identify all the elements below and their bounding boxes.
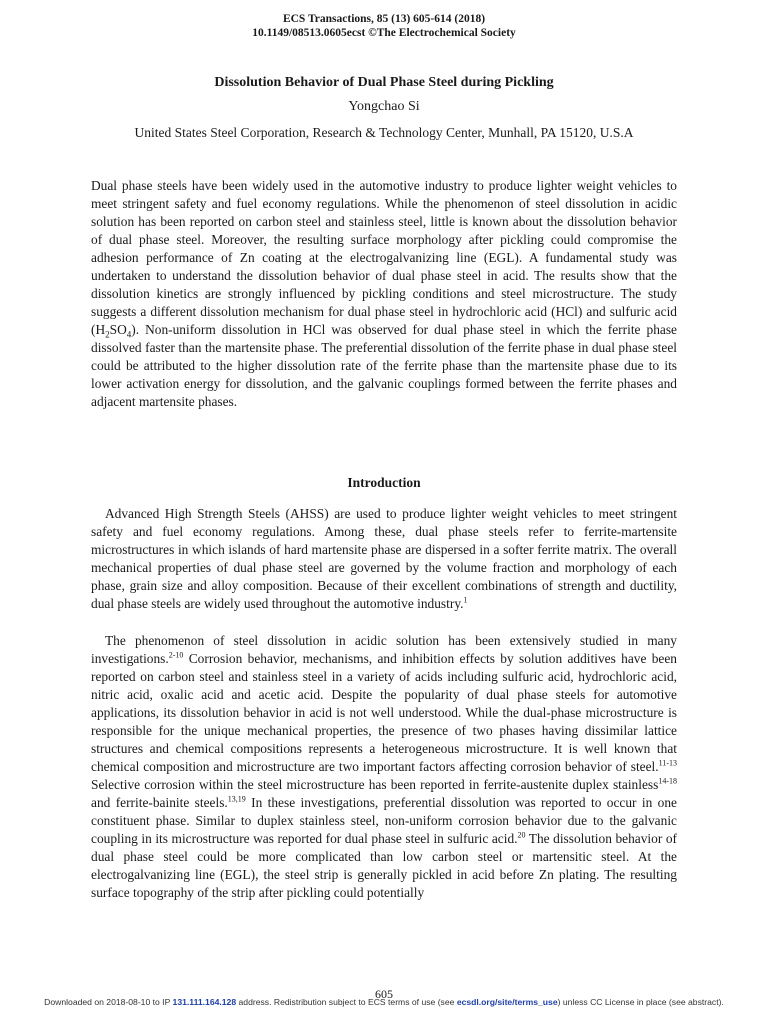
abstract-text-1: Dual phase steels have been widely used in the automotive industry to produce lighter weight vehicles to meet stringent safety and fuel economy regulations. While the phenomenon of steel dissolution in acidic solution has been reported on carbon steel and stainless steel, little is known about the dissolution behavior of dual phase steel. Moreover, the resulting surface morphology after pickling could compromise the adhesion performance of Zn coating at the electrogalvanizing line (EGL). A fundamental study was undertaken to understand the dissolution behavior of dual phase steel in acid. The results show that the dissolution kinetics are strongly influenced by pickling conditions and steel microstructure. The study suggests a different dissolution mechanism for dual phase steel in hydrochloric acid (HCl) and sulfuric acid (H [91, 178, 677, 337]
page-number: 605 [375, 987, 393, 1001]
abstract-subscript-2: 4 [126, 329, 132, 340]
intro-paragraph-2-text-2: Corrosion behavior, mechanisms, and inhibition effects by solution additives have been reported on carbon steel and stainless steel in a variety of acids including sulfuric acid, hydrochloric acid, nitric acid, oxalic acid and acetic acid. Despite the popularity of dual phase steels for automotive applications, its dissolution behavior in acid is not well understood. While the dual-phase microstructure is responsible for the unique mechanical properties, the presence of two phases having dissimilar lattice structures and chemical compositions represents a heterogeneous microstructure. It is well known that chemical composition and microstructure are two important factors affecting corrosion behavior of steel. [91, 651, 677, 774]
journal-citation: ECS Transactions, 85 (13) 605-614 (2018) [282, 13, 486, 25]
citation-ref: 13,19 [227, 794, 246, 804]
intro-paragraph-2-text-5: In these investigations, preferential dissolution was reported to occur in one constituent phase. Similar to duplex stainless steel, non-uniform corrosion behavior due to the galvanic coupling in its microstructure was reported for dual phase steel in sulfuric acid. [91, 795, 677, 846]
intro-paragraph-1 [91, 505, 677, 613]
abstract-text-3: ). Non-uniform dissolution in HCl was observed for dual phase steel in which the ferrite phase dissolved faster than the martensite phase. The preferential dissolution of the ferrite phase in dual phase steel could be attributed to the higher dissolution rate of the ferrite phase than the martensite phase due to its lower activation energy for dissolution, and the galvanic couplings formed between the ferrite phases and adjacent martensite phases. [91, 322, 677, 409]
intro-paragraph-2 [91, 632, 677, 902]
citation-ref: 2-10 [168, 650, 184, 660]
citation-ref: 1 [463, 595, 468, 605]
journal-doi: 10.1149/08513.0605ecst ©The Electrochemical Society [252, 27, 516, 39]
intro-paragraph-1-text: Advanced High Strength Steels (AHSS) are used to produce lighter weight vehicles to meet stringent safety and fuel economy regulations. Among these, dual phase steels refer to ferrite-martensite microstructures in which islands of hard martensite phase are dispersed in a softer ferrite matrix. The overall mechanical properties of dual phase steel are governed by the volume fraction and morphology of each phase, grain size and alloy composition. Because of their excellent combinations of strength and ductility, dual phase steels are widely used throughout the automotive industry. [91, 506, 677, 611]
footer-text-3: ) unless CC License in place (see abstract). [557, 997, 724, 1007]
citation-ref: 14-18 [658, 776, 677, 786]
abstract-text-2: SO [109, 322, 127, 337]
citation-ref: 11-13 [658, 758, 677, 768]
intro-paragraph-2-text-3: Selective corrosion within the steel microstructure has been reported in ferrite-austenite duplex stainless [91, 777, 659, 792]
journal-header [0, 12, 768, 40]
intro-paragraph-2-text-4: and ferrite-bainite steels. [91, 795, 228, 810]
citation-ref: 20 [517, 830, 526, 840]
intro-paragraph-2-text-1: The phenomenon of steel dissolution in acidic solution has been extensively studied in many investigations. [91, 633, 677, 666]
paper-title: Dissolution Behavior of Dual Phase Steel during Pickling [214, 75, 554, 90]
paper-author: Yongchao Si [348, 99, 420, 114]
footer-ip-link[interactable]: 131.111.164.128 [172, 997, 237, 1007]
section-heading-introduction: Introduction [347, 475, 421, 490]
footer-terms-link[interactable]: ecsdl.org/site/terms_use [456, 997, 558, 1007]
intro-paragraph-2-text-6: The dissolution behavior of dual phase steel could be more complicated than low carbon steel or martensitic steel. At the electrogalvanizing line (EGL), the steel strip is generally pickled in acid before Zn plating. The resulting surface topography of the strip after pickling could potentially [91, 831, 677, 900]
abstract-subscript-1: 2 [105, 329, 110, 340]
download-footer [0, 996, 768, 1008]
footer-text-1: Downloaded on 2018-08-10 to IP [44, 997, 173, 1007]
abstract [91, 177, 677, 411]
footer-text-2: address. Redistribution subject to ECS terms of use (see [236, 997, 457, 1007]
paper-affiliation: United States Steel Corporation, Research & Technology Center, Munhall, PA 15120, U.S.A [134, 125, 634, 140]
